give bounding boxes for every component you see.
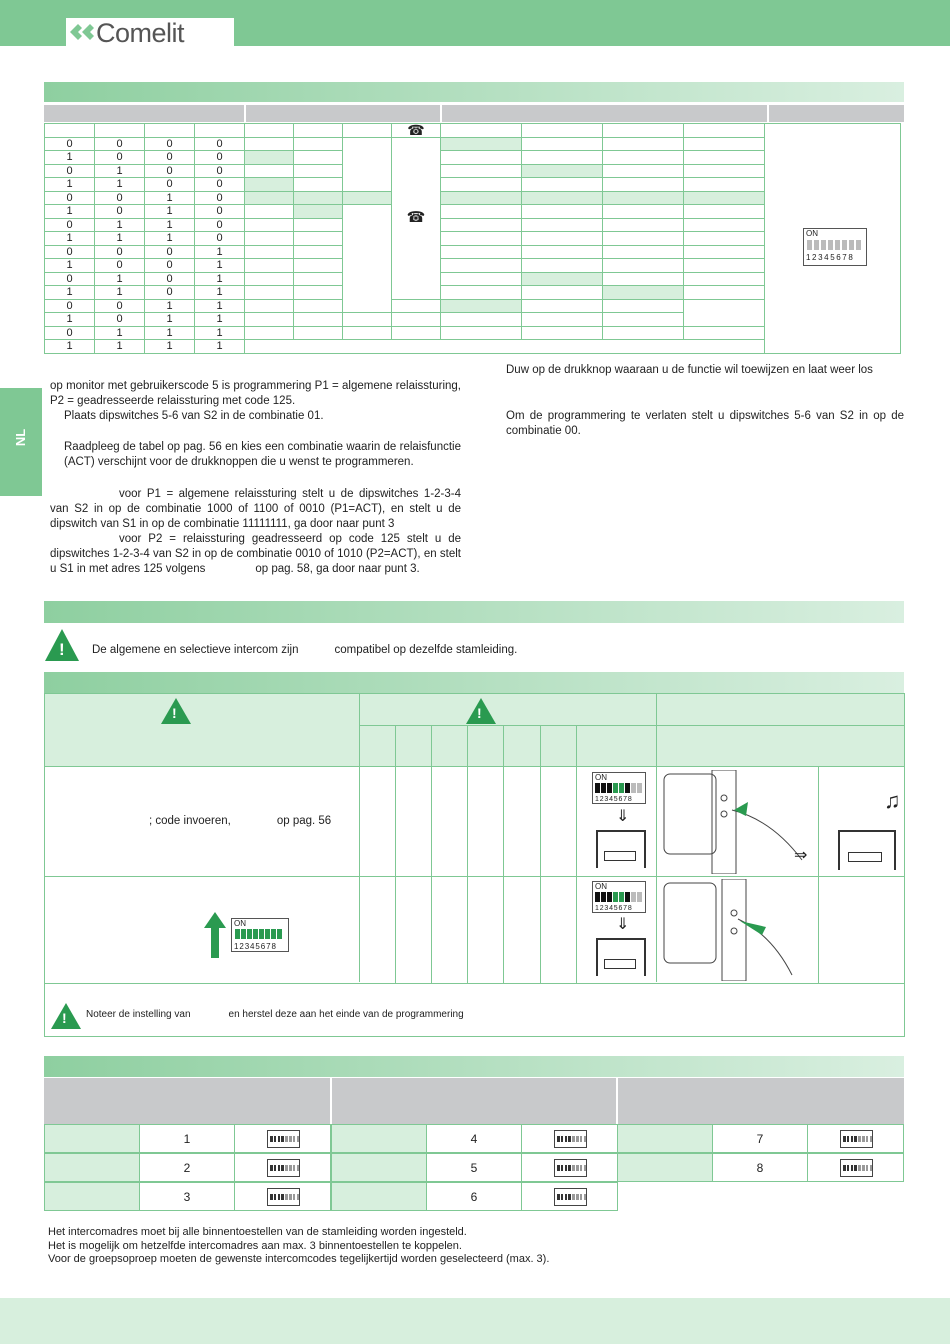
dip-switch-icon: ON 12345678: [592, 772, 646, 804]
handset-icon: ☎: [392, 137, 441, 299]
intercom-dip-cell: [234, 1153, 331, 1182]
warning-text: De algemene en selectieve intercom zijn compatibel op dezelfde stamleiding.: [92, 644, 518, 656]
intercom-number: 2: [139, 1153, 235, 1182]
monitor-hand-illustration: [662, 879, 814, 981]
page-footer: [0, 1298, 950, 1344]
footer-notes: [48, 1226, 549, 1267]
display-icon: [596, 938, 646, 976]
step-text-1: ; code invoeren, op pag. 56: [149, 815, 332, 827]
intercom-dip-cell: [521, 1153, 618, 1182]
dip-switch-icon: ON 12345678: [592, 881, 646, 913]
instruction-text-exit: Om de programmering te verlaten stelt u dipswitches 5-6 van S2 in op de combinatie 00.: [506, 410, 904, 438]
exclamation-mark: !: [172, 705, 177, 721]
code-table: ☎ ON 12345678 0 0 0 0 ☎ 1 0 0 0 0 1 0 0 1 1 0 0 0 0 1 0 1 0 1 0 0 1 1 0 1 1 1 0 0 0 0 1 1 0 0 1 0 1 0 1 1 1 0 1 0 0 1 1 1 0 1 1 0 1 1 1 1 1 1 1: [44, 123, 901, 354]
down-arrow-icon: ⇓: [616, 916, 630, 933]
intercom-dip-cell: [807, 1153, 904, 1182]
dip-switch-icon: [267, 1130, 300, 1148]
note-text: Noteer de instelling van en herstel deze aan het einde van de programmering: [86, 1009, 464, 1020]
instruction-text-5: voor P2 = relaissturing geadresseerd op code 125 stelt u de dipswitches 1-2-3-4 van S2 in op de combinatie 0010 of 1010 (P2=ACT), en stelt u S1 in met adres 125 volgens op pag. 58, ga door naar punt 3.: [50, 533, 461, 576]
dip-switch-icon: [554, 1130, 587, 1148]
instruction-text-4: voor P1 = algemene relaissturing stelt u de dipswitches 1-2-3-4 van S2 in op de combinatie 1000 of 1100 of 0010 (P1=ACT), en stelt u de dipswitch van S1 in op de combinatie 11111111, ga door naar punt 3: [50, 488, 461, 531]
dip-switch-icon: [267, 1188, 300, 1206]
intercom-header-cell: [618, 1078, 904, 1124]
logo-text: Comelit: [96, 18, 185, 48]
dip-switch-icon: [554, 1188, 587, 1206]
display-icon: [596, 830, 646, 868]
intercom-number: 3: [139, 1182, 235, 1211]
intercom-label-cell: [44, 1153, 140, 1182]
procedure-title-band: [44, 672, 904, 693]
display-icon: [838, 830, 896, 870]
table-header-cell: [442, 105, 767, 122]
section-title-band: [44, 601, 904, 623]
led-icon: [604, 959, 636, 969]
music-note-icon: ♫: [884, 788, 901, 813]
arrow-up-icon: [204, 912, 226, 958]
intercom-number: 7: [712, 1124, 808, 1153]
intercom-number: 6: [426, 1182, 522, 1211]
exclamation-mark: !: [62, 1010, 67, 1026]
intercom-dip-cell: [521, 1182, 618, 1211]
monitor-hand-illustration: [662, 770, 814, 874]
intercom-header-cell: [332, 1078, 616, 1124]
exclamation-mark: !: [477, 705, 482, 721]
intercom-label-cell: [44, 1124, 140, 1153]
intercom-number: 1: [139, 1124, 235, 1153]
dip-switch-icon: ON 12345678: [803, 228, 867, 266]
instruction-text-2: Plaats dipswitches 5-6 van S2 in de combinatie 01.: [64, 410, 324, 422]
intercom-label-cell: [617, 1124, 713, 1153]
intercom-dip-cell: [807, 1124, 904, 1153]
intercom-title-band: [44, 1056, 904, 1077]
intercom-label-cell: [331, 1182, 427, 1211]
down-arrow-icon: ⇓: [616, 808, 630, 825]
dip-switch-icon: [267, 1159, 300, 1177]
footer-note: Voor de groepsoproep moeten de gewenste intercomcodes tegelijkertijd worden geselecteerd (max. 3).: [48, 1253, 550, 1265]
table-header-cell: [769, 105, 904, 122]
dip-cell: [765, 124, 901, 354]
dip-switch-icon: ON 12345678: [231, 918, 289, 952]
table-title-band: [44, 82, 904, 102]
table-header-cell: [44, 105, 244, 122]
instruction-text-push: Duw op de drukknop waaraan u de functie wil toewijzen en laat weer los: [506, 364, 873, 376]
intercom-label-cell: [331, 1124, 427, 1153]
intercom-number: 8: [712, 1153, 808, 1182]
intercom-label-cell: [617, 1153, 713, 1182]
language-tab: NL: [0, 388, 42, 496]
handset-icon: ☎: [392, 124, 441, 138]
dip-switch-icon: [840, 1130, 873, 1148]
intercom-label-cell: [331, 1153, 427, 1182]
intercom-dip-cell: [234, 1124, 331, 1153]
intercom-header-cell: [44, 1078, 330, 1124]
intercom-number: 4: [426, 1124, 522, 1153]
table-header-cell: [246, 105, 440, 122]
dip-switch-icon: [840, 1159, 873, 1177]
dip-switch-icon: [554, 1159, 587, 1177]
instruction-text-1: op monitor met gebruikerscode 5 is programmering P1 = algemene relaissturing, P2 = geadresseerde relaissturing met code 125.: [50, 380, 461, 408]
intercom-dip-cell: [234, 1182, 331, 1211]
arrow-right-icon: ⇒: [794, 847, 808, 864]
footer-note: Het intercomadres moet bij alle binnentoestellen van de stamleiding worden ingesteld.: [48, 1226, 467, 1238]
intercom-number: 5: [426, 1153, 522, 1182]
intercom-label-cell: [44, 1182, 140, 1211]
instruction-text-3: Raadpleeg de tabel op pag. 56 en kies een combinatie waarin de relaisfunctie (ACT) verschijnt voor de drukknoppen die u wenst te programmeren.: [64, 441, 461, 469]
exclamation-mark: !: [59, 640, 65, 659]
footer-note: Het is mogelijk om hetzelfde intercomadres aan max. 3 binnentoestellen te koppelen.: [48, 1239, 462, 1252]
intercom-dip-cell: [521, 1124, 618, 1153]
comelit-logo-icon: [70, 22, 96, 42]
led-icon: [848, 852, 882, 862]
led-icon: [604, 851, 636, 861]
